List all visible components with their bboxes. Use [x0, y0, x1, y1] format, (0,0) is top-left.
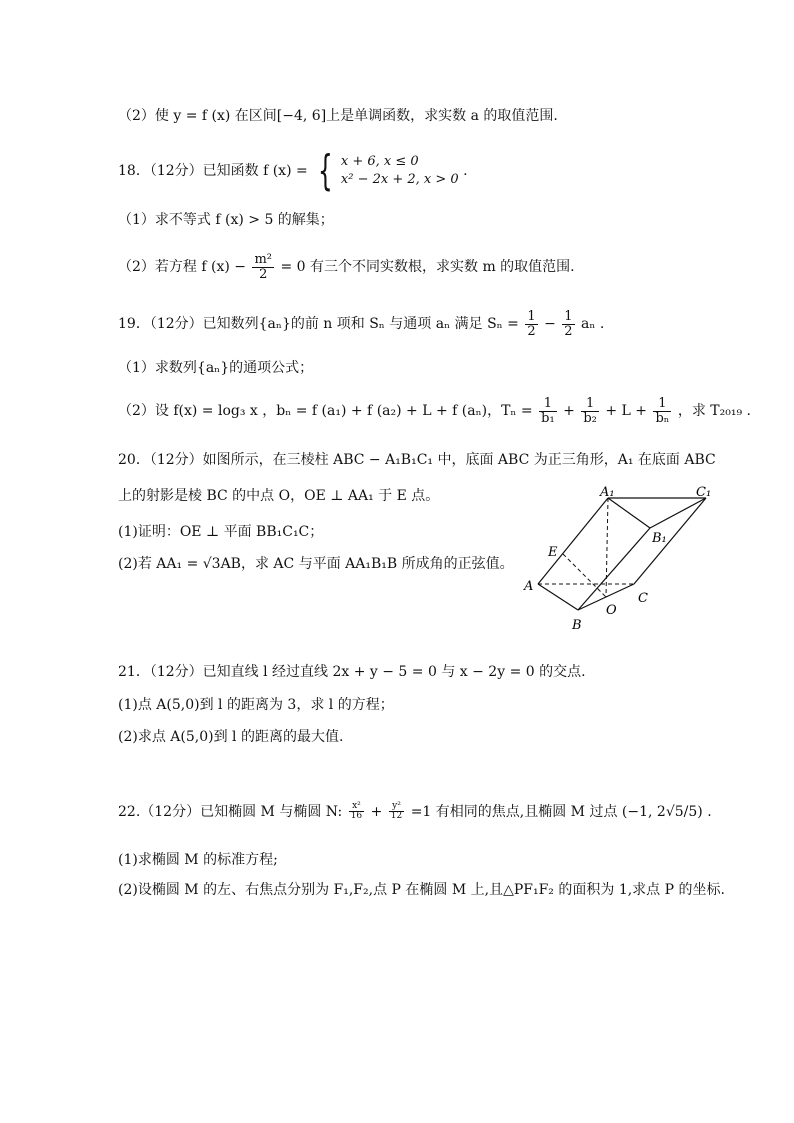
brace-icon: {: [318, 146, 333, 195]
q19-t1: [539, 397, 557, 425]
edge-eo-hidden: [563, 554, 606, 597]
q18-part2-a: （2）若方程 f (x) −: [118, 259, 246, 276]
q22-frac1: [349, 802, 364, 822]
q21-part2: (2)求点 A(5,0)到 l 的距离的最大值.: [118, 729, 344, 745]
q22-tail: .: [707, 803, 712, 820]
q19-part1: （1）求数列{aₙ}的通项公式；: [118, 360, 314, 376]
edge-ab: [538, 584, 578, 610]
label-c1: C₁: [696, 486, 712, 500]
q19-f2-den: 2: [564, 323, 573, 339]
q18-tail: .: [463, 163, 468, 179]
label-e: E: [548, 545, 558, 560]
q18-frac-den: 2: [259, 266, 268, 282]
q22-point: (−1, 2√5/5): [621, 803, 703, 820]
q19-t2-den: b₂: [583, 410, 597, 426]
q18-head: 18．（12分）已知函数 f (x) =: [118, 163, 313, 179]
edge-cc1: [634, 498, 706, 584]
q19-head: 19．（12分）已知数列{aₙ}的前 n 项和 Sₙ 与通项 aₙ 满足 Sₙ =: [118, 316, 519, 333]
q18-part2-b: = 0 有三个不同实数根，求实数 m 的取值范围.: [280, 259, 575, 276]
q20-part2: (2)若 AA₁ = √3AB，求 AC 与平面 AA₁B₁B 所成角的正弦值。: [118, 556, 514, 572]
edge-a1o-hidden: [606, 498, 608, 597]
q19-plus: +: [563, 403, 575, 420]
q18-fraction: [252, 253, 274, 281]
q18-piecewise: [312, 146, 459, 195]
q19-t2: [581, 397, 599, 425]
prism-figure: [520, 486, 720, 636]
q20-line2: 上的射影是棱 BC 的中点 O，OE ⊥ AA₁ 于 E 点。: [118, 488, 440, 504]
q19-t3: [653, 397, 671, 425]
label-b: B: [572, 618, 582, 633]
q20-line1: 20．（12分）如图所示，在三棱柱 ABC − A₁B₁C₁ 中，底面 ABC 为正三角形，A₁ 在底面 ABC: [118, 452, 716, 468]
q22-e2-den: 12: [390, 811, 403, 822]
q22-plus: +: [370, 803, 383, 820]
q22-part2: (2)设椭圆 M 的左、右焦点分别为 F₁,F₂,点 P 在椭圆 M 上,且△PF₁F₂ 的面积为 1,求点 P 的坐标.: [118, 882, 725, 898]
q19-f1-den: 2: [527, 323, 536, 339]
q19-t2-num: 1: [581, 397, 599, 412]
q20-part1: (1)证明：OE ⊥ 平面 BB₁C₁C；: [118, 524, 324, 540]
q19-f1-num: 1: [527, 309, 536, 324]
q19-t3-num: 1: [653, 397, 671, 412]
edge-b1c1: [650, 498, 706, 528]
q18-statement: [118, 146, 468, 195]
q21-part1: (1)点 A(5,0)到 l 的距离为 3，求 l 的方程；: [118, 697, 394, 713]
q22-e1-den: 16: [350, 811, 363, 822]
q18-frac-num: m²: [254, 252, 272, 267]
q22-mid: =1 有相同的焦点,且椭圆 M 过点: [410, 803, 618, 820]
q22-head: 22.（12分）已知椭圆 M 与椭圆 N:: [118, 803, 343, 820]
q19-t1-num: 1: [539, 397, 557, 412]
q19-frac1: [525, 310, 537, 338]
edge-a1b1: [608, 498, 650, 528]
q19-plus-l: + L +: [605, 403, 647, 420]
q19-frac2: [562, 310, 574, 338]
q19-tail: aₙ .: [581, 316, 605, 333]
q22-statement: [118, 802, 712, 822]
q22-part1: (1)求椭圆 M 的标准方程;: [118, 852, 278, 868]
q18-part1: （1）求不等式 f (x) > 5 的解集；: [118, 212, 334, 228]
q19-part2: [118, 397, 751, 425]
q19-f2-num: 1: [564, 309, 573, 324]
q18-case1: x + 6, x ≤ 0: [340, 154, 419, 170]
label-o: O: [606, 603, 617, 618]
q22-e1-num: x²: [349, 802, 364, 812]
q18-part2: [118, 253, 575, 281]
q22-frac2: [389, 802, 404, 822]
q22-e2-num: y²: [389, 802, 404, 812]
label-b1: B₁: [652, 531, 667, 546]
label-c: C: [638, 591, 648, 606]
q17-part2: （2）使 y = f (x) 在区间[−4, 6]上是单调函数，求实数 a 的取值范围.: [118, 108, 558, 124]
q19-statement: [118, 310, 604, 338]
label-a: A: [524, 579, 534, 594]
q19-t3-den: bₙ: [655, 410, 670, 426]
q18-case2: x² − 2x + 2, x > 0: [340, 172, 459, 187]
edge-aa1: [538, 498, 608, 584]
q19-minus: −: [544, 316, 556, 333]
label-a1: A₁: [600, 486, 615, 500]
q19-part2-b: ，求 T₂₀₁₉ .: [677, 403, 751, 420]
q19-t1-den: b₁: [541, 410, 555, 426]
q19-part2-a: （2）设 f(x) = log₃ x ，bₙ = f (a₁) + f (a₂) + L + f (aₙ)，Tₙ =: [118, 403, 533, 420]
q21-line1: 21．（12分）已知直线 l 经过直线 2x + y − 5 = 0 与 x − 2y = 0 的交点.: [118, 664, 586, 680]
